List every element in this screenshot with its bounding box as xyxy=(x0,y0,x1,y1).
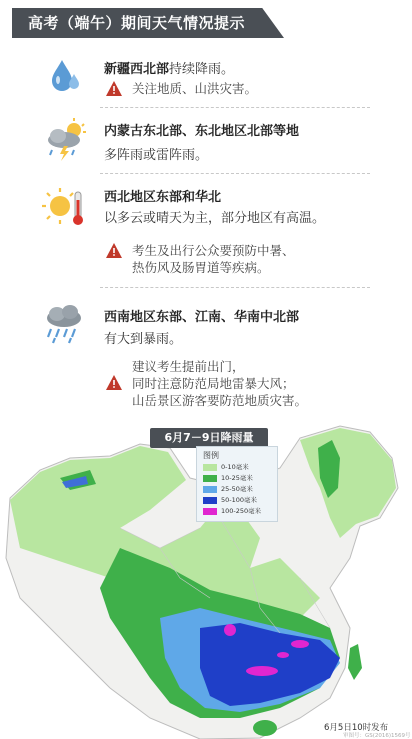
tip-description: 有大到暴雨。 xyxy=(104,332,183,347)
weather-tips-panel xyxy=(32,44,380,424)
legend-swatch xyxy=(203,486,217,493)
legend-item: 100-250毫米 xyxy=(203,507,261,516)
page-title: 高考（端午）期间天气情况提示 xyxy=(28,14,246,32)
tip-description: 以多云或晴天为主，部分地区有高温。 xyxy=(104,211,326,226)
tip-warning xyxy=(104,358,307,409)
warning-icon xyxy=(106,81,122,96)
thunderstorm-cloud-icon xyxy=(42,116,88,162)
publish-time: 6月5日10时发布 xyxy=(324,723,389,733)
warning-line: 建议考生提前出门， xyxy=(132,359,245,374)
legend-item: 0-10毫米 xyxy=(203,463,249,472)
legend-title: 图例 xyxy=(203,451,219,460)
legend-item: 25-50毫米 xyxy=(203,485,253,494)
warning-line: 考生及出行公众要预防中暑、 xyxy=(132,243,295,258)
tip-region: 新疆西北部持续降雨。 xyxy=(104,62,235,77)
heavy-rain-cloud-icon xyxy=(42,300,88,346)
legend-swatch xyxy=(203,475,217,482)
map-legend xyxy=(196,446,278,522)
map-title: 6月7－9日降雨量 xyxy=(150,428,268,448)
warning-icon xyxy=(106,375,122,390)
map-approval-number: 审图号：GS(2016)1569号 xyxy=(343,733,411,739)
tip-warning xyxy=(104,242,295,276)
warning-line: 热伤风及肠胃道等疾病。 xyxy=(132,260,270,275)
warning-line: 同时注意防范局地雷暴大风； xyxy=(132,376,295,391)
legend-swatch xyxy=(203,508,217,515)
tip-description: 多阵雨或雷阵雨。 xyxy=(104,148,209,163)
legend-swatch xyxy=(203,497,217,504)
rain-drop-icon xyxy=(42,54,88,100)
legend-item: 10-25毫米 xyxy=(203,474,253,483)
legend-swatch xyxy=(203,464,217,471)
tip-region: 内蒙古东北部、东北地区北部等地 xyxy=(104,124,300,139)
legend-item: 50-100毫米 xyxy=(203,496,257,505)
sun-thermometer-icon xyxy=(42,184,88,230)
tip-region: 西北地区东部和华北 xyxy=(104,190,222,205)
tip-region: 西南地区东部、江南、华南中北部 xyxy=(104,310,300,325)
divider xyxy=(100,107,370,108)
page-header xyxy=(12,0,312,44)
warning-icon xyxy=(106,243,122,258)
warning-line: 关注地质、山洪灾害。 xyxy=(132,81,258,96)
divider xyxy=(100,173,370,174)
divider xyxy=(100,287,370,288)
tip-warning xyxy=(104,80,257,97)
warning-line: 山岳景区游客要防范地质灾害。 xyxy=(132,393,308,408)
